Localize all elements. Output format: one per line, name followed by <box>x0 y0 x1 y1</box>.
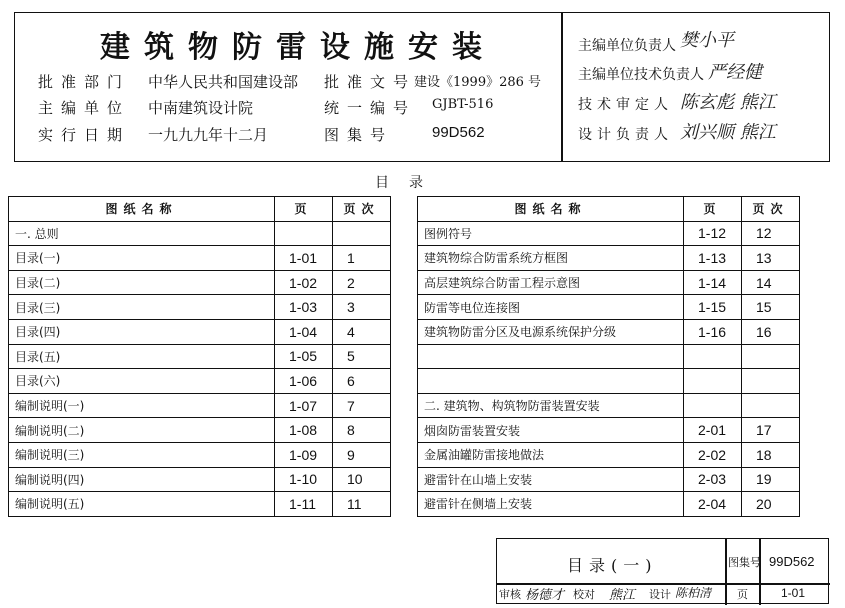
row-name: 目录(五) <box>9 344 275 369</box>
table-row <box>418 344 800 369</box>
table-row <box>418 442 800 467</box>
field-value: 一九九九年十二月 <box>148 126 269 144</box>
field-value: GJBT-516 <box>432 97 494 112</box>
row-name: 烟囱防雷装置安装 <box>418 418 684 443</box>
column-header-page: 页 <box>275 197 333 222</box>
row-name: 避雷针在山墙上安装 <box>418 467 684 492</box>
row-seq: 13 <box>742 246 800 271</box>
responsible-reviewer <box>578 94 673 114</box>
row-seq: 15 <box>742 295 800 320</box>
row-name: 编制说明(五) <box>9 492 275 517</box>
row-name: 避雷针在侧墙上安装 <box>418 492 684 517</box>
row-page <box>684 344 742 369</box>
signature-chief: 樊小平 <box>680 30 734 51</box>
row-page <box>684 369 742 394</box>
role-label: 主编单位负责人 <box>578 38 676 54</box>
row-seq: 4 <box>333 319 391 344</box>
atlas-label: 图集号 <box>728 556 761 569</box>
row-name <box>418 369 684 394</box>
field-value: 中华人民共和国建设部 <box>148 73 299 91</box>
signature-designer: 刘兴顺 熊江 <box>680 122 776 143</box>
row-seq: 12 <box>742 221 800 246</box>
design-label: 设计 <box>649 588 671 601</box>
row-page: 2-02 <box>684 442 742 467</box>
row-page: 1-15 <box>684 295 742 320</box>
table-row <box>418 295 800 320</box>
table-row <box>9 319 391 344</box>
table-row <box>418 418 800 443</box>
row-seq: 10 <box>333 467 391 492</box>
field-label: 主编单位 <box>38 99 131 117</box>
table-row <box>418 393 800 418</box>
table-row <box>9 442 391 467</box>
row-page: 1-01 <box>275 246 333 271</box>
row-page: 1-12 <box>684 221 742 246</box>
row-name: 二. 建筑物、构筑物防雷装置安装 <box>418 393 684 418</box>
row-seq: 17 <box>742 418 800 443</box>
responsible-designer <box>578 124 673 144</box>
row-name: 目录(六) <box>9 369 275 394</box>
index-table-right <box>417 196 800 517</box>
field-label: 图集号 <box>324 126 394 144</box>
table-row <box>418 221 800 246</box>
row-name: 编制说明(一) <box>9 393 275 418</box>
column-header-name: 图纸名称 <box>9 197 275 222</box>
row-seq <box>742 369 800 394</box>
row-seq <box>742 393 800 418</box>
row-page <box>275 221 333 246</box>
table-row <box>9 492 391 517</box>
table-row <box>418 270 800 295</box>
row-page: 1-04 <box>275 319 333 344</box>
table-row <box>9 418 391 443</box>
row-page <box>684 393 742 418</box>
row-seq: 20 <box>742 492 800 517</box>
title-block <box>496 538 829 604</box>
row-page: 2-03 <box>684 467 742 492</box>
table-row <box>9 221 391 246</box>
row-name: 金属油罐防雷接地做法 <box>418 442 684 467</box>
responsible-chief <box>578 35 676 55</box>
row-page: 1-06 <box>275 369 333 394</box>
field-label: 实行日期 <box>38 126 131 144</box>
row-seq: 11 <box>333 492 391 517</box>
row-name: 目录(三) <box>9 295 275 320</box>
review-signature: 杨德才 <box>525 588 565 603</box>
row-name: 编制说明(三) <box>9 442 275 467</box>
row-name: 建筑物防雷分区及电源系统保护分级 <box>418 319 684 344</box>
table-row <box>418 369 800 394</box>
field-unified-no <box>324 97 494 118</box>
field-approval-no <box>324 71 542 92</box>
table-header-row <box>9 197 391 222</box>
row-seq: 14 <box>742 270 800 295</box>
row-name: 防雷等电位连接图 <box>418 295 684 320</box>
column-header-name: 图纸名称 <box>418 197 684 222</box>
row-seq: 9 <box>333 442 391 467</box>
field-approval-dept <box>38 71 299 92</box>
field-value: 建设《1999》286 号 <box>414 75 542 90</box>
row-page: 1-10 <box>275 467 333 492</box>
row-name: 高层建筑综合防雷工程示意图 <box>418 270 684 295</box>
column-header-page: 页 <box>684 197 742 222</box>
row-seq: 8 <box>333 418 391 443</box>
row-seq: 7 <box>333 393 391 418</box>
row-page: 1-05 <box>275 344 333 369</box>
row-seq: 1 <box>333 246 391 271</box>
row-page: 2-04 <box>684 492 742 517</box>
table-row <box>9 270 391 295</box>
column-header-seq: 页次 <box>333 197 391 222</box>
table-row <box>9 467 391 492</box>
row-name: 建筑物综合防雷系统方框图 <box>418 246 684 271</box>
field-label: 统一编号 <box>324 99 417 117</box>
check-signature: 熊江 <box>609 588 636 603</box>
field-label: 批准文号 <box>324 73 417 91</box>
responsible-tech-chief <box>578 64 704 84</box>
table-row <box>9 246 391 271</box>
review-label: 审核 <box>499 588 521 601</box>
row-seq: 3 <box>333 295 391 320</box>
index-table-left <box>8 196 391 517</box>
table-row <box>418 246 800 271</box>
table-row <box>418 467 800 492</box>
row-page: 1-03 <box>275 295 333 320</box>
field-editor-unit <box>38 97 254 118</box>
row-seq: 2 <box>333 270 391 295</box>
table-row <box>418 319 800 344</box>
signature-reviewer: 陈玄彪 熊江 <box>680 92 776 113</box>
row-page: 1-07 <box>275 393 333 418</box>
row-seq: 19 <box>742 467 800 492</box>
table-row <box>9 344 391 369</box>
sheet-title: 目录(一) <box>567 556 658 575</box>
row-seq: 18 <box>742 442 800 467</box>
row-seq <box>742 344 800 369</box>
field-value: 99D562 <box>432 124 485 141</box>
field-atlas-no <box>324 124 485 145</box>
column-header-seq: 页次 <box>742 197 800 222</box>
design-signature: 陈柏清 <box>675 586 712 600</box>
row-seq: 16 <box>742 319 800 344</box>
row-name <box>418 344 684 369</box>
table-row <box>9 295 391 320</box>
table-header-row <box>418 197 800 222</box>
signature-tech-chief: 严经健 <box>708 62 762 83</box>
row-name: 目录(四) <box>9 319 275 344</box>
row-seq: 6 <box>333 369 391 394</box>
page-number: 1-01 <box>781 586 806 600</box>
row-page: 2-01 <box>684 418 742 443</box>
row-page: 1-16 <box>684 319 742 344</box>
row-page: 1-11 <box>275 492 333 517</box>
row-name: 目录(一) <box>9 246 275 271</box>
field-effective-date <box>38 124 269 145</box>
field-label: 批准部门 <box>38 73 131 91</box>
table-row <box>418 492 800 517</box>
atlas-number: 99D562 <box>769 554 815 569</box>
role-label: 设计负责人 <box>578 127 673 143</box>
row-page: 1-02 <box>275 270 333 295</box>
row-name: 编制说明(二) <box>9 418 275 443</box>
field-value: 中南建筑设计院 <box>148 99 254 117</box>
row-page: 1-13 <box>684 246 742 271</box>
table-row <box>9 369 391 394</box>
row-seq: 5 <box>333 344 391 369</box>
row-name: 图例符号 <box>418 221 684 246</box>
row-page: 1-09 <box>275 442 333 467</box>
index-title: 目录 <box>375 175 443 191</box>
check-label: 校对 <box>573 588 595 601</box>
row-name: 编制说明(四) <box>9 467 275 492</box>
row-page: 1-14 <box>684 270 742 295</box>
row-name: 一. 总则 <box>9 221 275 246</box>
row-page: 1-08 <box>275 418 333 443</box>
role-label: 主编单位技术负责人 <box>578 67 704 83</box>
document-title: 建筑物防雷设施安装 <box>100 30 496 65</box>
page-label: 页 <box>737 588 748 601</box>
role-label: 技术审定人 <box>578 97 673 113</box>
row-name: 目录(二) <box>9 270 275 295</box>
table-row <box>9 393 391 418</box>
row-seq <box>333 221 391 246</box>
